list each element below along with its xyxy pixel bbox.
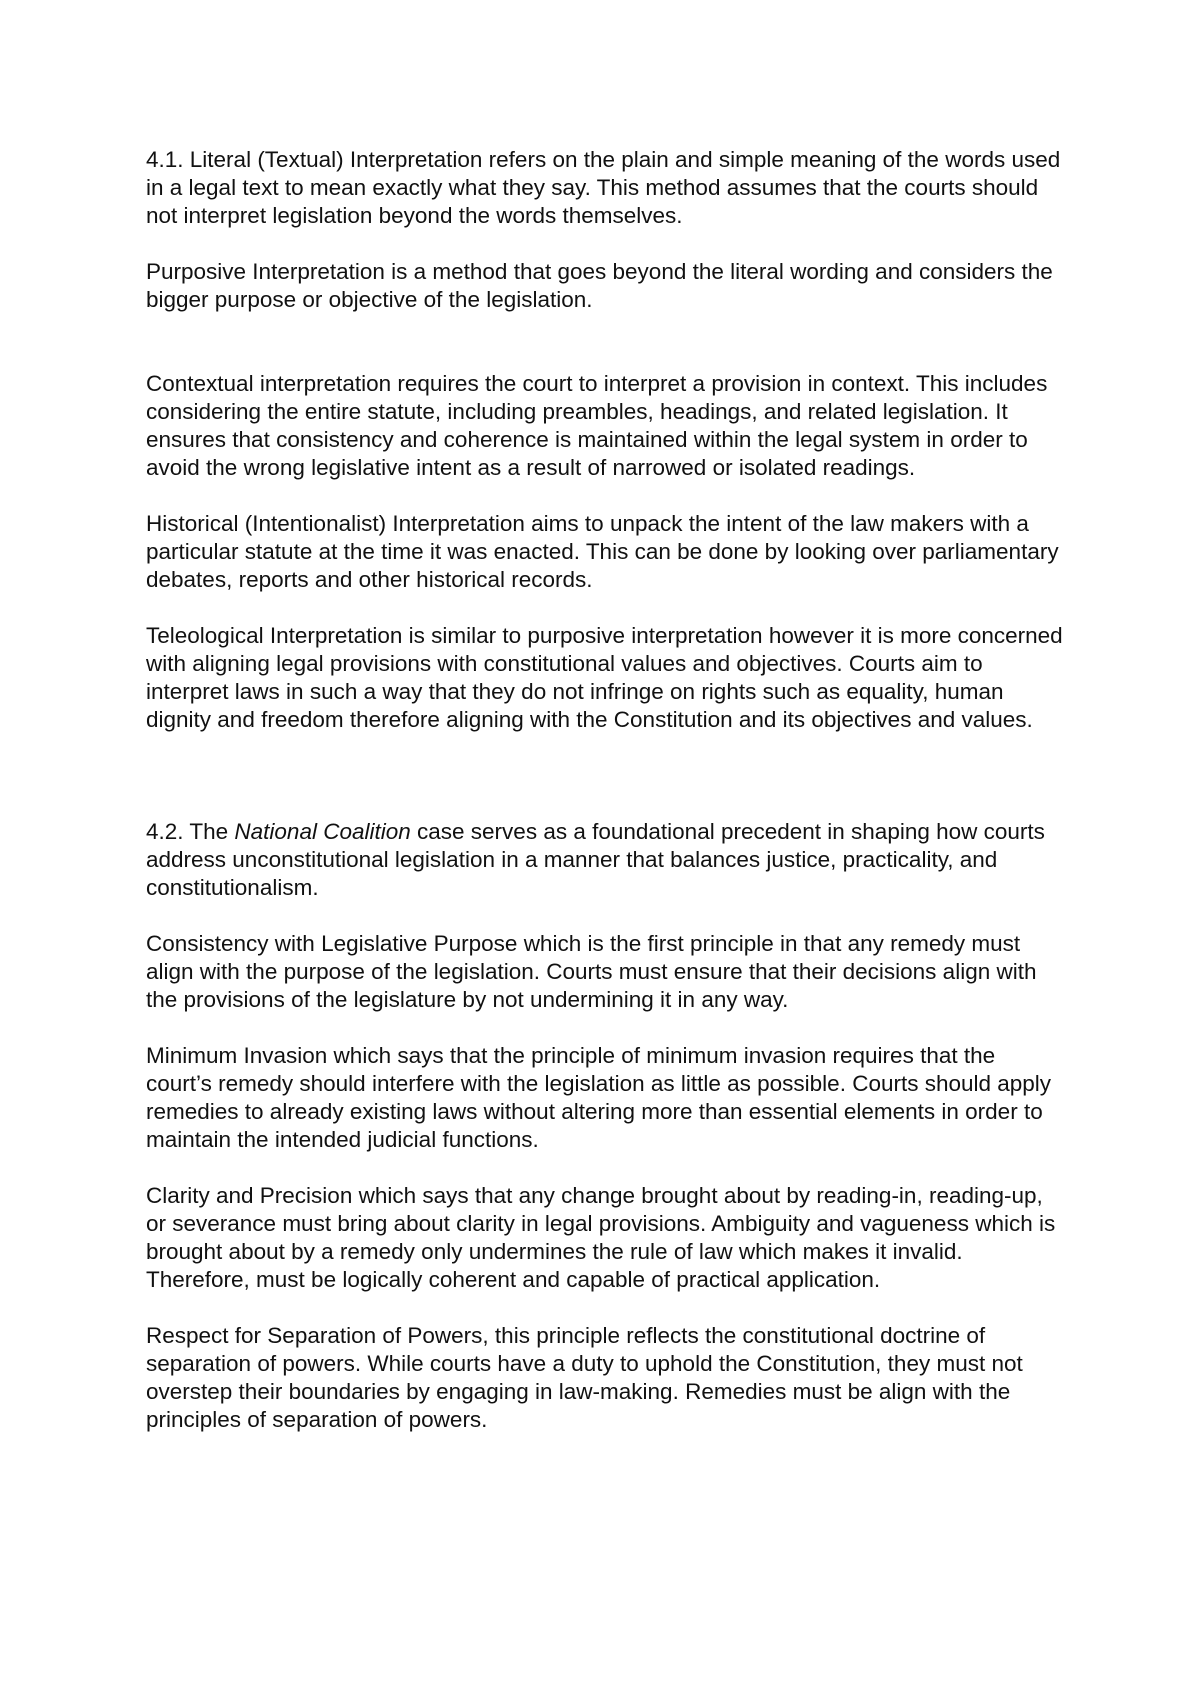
paragraph-minimum-invasion-principle: Minimum Invasion which says that the principle of minimum invasion requires that the court’s remedy should interfere with the legislation as little as possible. Courts should apply remedies to already existing laws without altering more than essential elements in order to maintain the intended judicial functions. bbox=[146, 1043, 1052, 1152]
paragraph-contextual-interpretation: Contextual interpretation requires the court to interpret a provision in context. This includes considering the entire statute, including preambles, headings, and related legislation. It ensures that consistency and coherence is maintained within the legal system in order to avoid the wrong legislative intent as a result of narrowed or isolated readings. bbox=[146, 371, 1048, 480]
document-page bbox=[146, 146, 1066, 1462]
paragraph-national-coalition-intro bbox=[146, 818, 1066, 902]
intro-prefix: 4.2. The bbox=[146, 819, 235, 844]
case-name: National Coalition bbox=[234, 819, 411, 844]
paragraph-clarity-principle: Clarity and Precision which says that any change brought about by reading-in, reading-up, or severance must bring about clarity in legal provisions. Ambiguity and vagueness which is brought about by a remedy only undermines the rule of law which makes it invalid. Therefore, must be logically coherent and capable of practical application. bbox=[146, 1183, 1056, 1292]
intro-suffix: case serves as a foundational precedent in shaping how courts address unconstitutional legislation in a manner that balances justice, practicality, and constitutionalism. bbox=[146, 819, 1045, 900]
paragraph-literal-interpretation: 4.1. Literal (Textual) Interpretation refers on the plain and simple meaning of the words used in a legal text to mean exactly what they say. This method assumes that the courts should not interpret legislation beyond the words themselves. bbox=[146, 147, 1061, 228]
paragraph-separation-of-powers-principle: Respect for Separation of Powers, this principle reflects the constitutional doctrine of separation of powers. While courts have a duty to uphold the Constitution, they must not overstep their boundaries by engaging in law-making. Remedies must be align with the principles of separation of powers. bbox=[146, 1323, 1023, 1432]
paragraph-purposive-interpretation: Purposive Interpretation is a method that goes beyond the literal wording and considers the bigger purpose or objective of the legislation. bbox=[146, 259, 1053, 312]
paragraph-historical-interpretation: Historical (Intentionalist) Interpretation aims to unpack the intent of the law makers with a particular statute at the time it was enacted. This can be done by looking over parliamentary debates, reports and other historical records. bbox=[146, 511, 1059, 592]
blank-lines bbox=[146, 762, 1066, 818]
paragraph-consistency-principle: Consistency with Legislative Purpose which is the first principle in that any remedy must align with the purpose of the legislation. Courts must ensure that their decisions align with the provisions of the legislature by not undermining it in any way. bbox=[146, 931, 1037, 1012]
blank-line bbox=[146, 342, 1066, 370]
paragraph-teleological-interpretation: Teleological Interpretation is similar to purposive interpretation however it is more concerned with aligning legal provisions with constitutional values and objectives. Courts aim to interpret laws in such a way that they do not infringe on rights such as equality, human dignity and freedom therefore aligning with the Constitution and its objectives and values. bbox=[146, 623, 1063, 732]
